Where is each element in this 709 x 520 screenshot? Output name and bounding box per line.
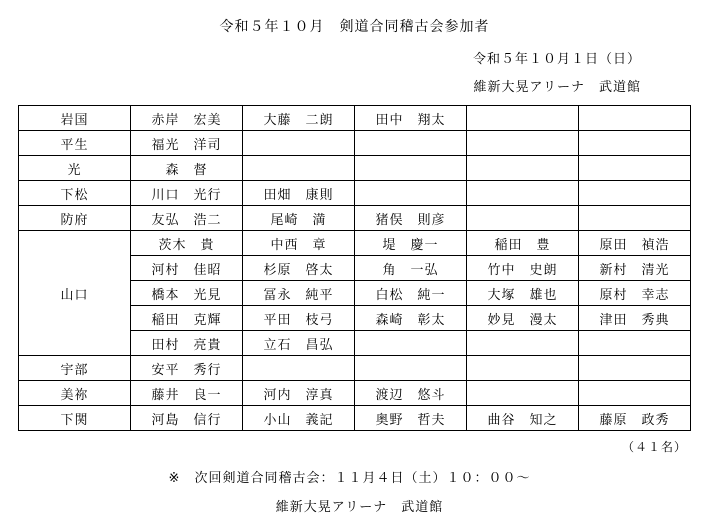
member-cell: 大塚 雄也 bbox=[467, 281, 579, 306]
table-row bbox=[19, 181, 691, 206]
member-cell: 河内 淳真 bbox=[243, 381, 355, 406]
member-cell: 曲谷 知之 bbox=[467, 406, 579, 431]
member-cell: 妙見 漫太 bbox=[467, 306, 579, 331]
member-cell bbox=[467, 181, 579, 206]
member-cell bbox=[243, 131, 355, 156]
member-cell: 安平 秀行 bbox=[131, 356, 243, 381]
table-row bbox=[19, 206, 691, 231]
event-date: 令和５年１０月１日（日） bbox=[472, 51, 641, 66]
member-cell bbox=[355, 356, 467, 381]
member-cell bbox=[355, 181, 467, 206]
member-cell: 尾崎 満 bbox=[243, 206, 355, 231]
member-cell: 大藤 二朗 bbox=[243, 106, 355, 131]
member-cell: 茨木 貴 bbox=[131, 231, 243, 256]
member-cell: 藤原 政秀 bbox=[579, 406, 691, 431]
member-cell: 杉原 啓太 bbox=[243, 256, 355, 281]
member-cell bbox=[467, 356, 579, 381]
member-cell: 原田 禎浩 bbox=[579, 231, 691, 256]
table-row bbox=[19, 381, 691, 406]
member-cell: 原村 幸志 bbox=[579, 281, 691, 306]
table-row bbox=[19, 406, 691, 431]
member-cell bbox=[355, 156, 467, 181]
member-cell bbox=[579, 356, 691, 381]
document-page bbox=[0, 16, 709, 520]
member-cell bbox=[579, 206, 691, 231]
region-cell: 平生 bbox=[19, 131, 131, 156]
member-cell: 田中 翔太 bbox=[355, 106, 467, 131]
member-cell bbox=[467, 106, 579, 131]
member-cell: 立石 昌弘 bbox=[243, 331, 355, 356]
member-cell: 藤井 良一 bbox=[131, 381, 243, 406]
member-cell: 橋本 光見 bbox=[131, 281, 243, 306]
member-cell: 冨永 純平 bbox=[243, 281, 355, 306]
region-cell: 光 bbox=[19, 156, 131, 181]
member-cell bbox=[467, 381, 579, 406]
member-cell: 小山 義記 bbox=[243, 406, 355, 431]
member-cell: 河島 信行 bbox=[131, 406, 243, 431]
member-cell bbox=[579, 156, 691, 181]
member-cell: 友弘 浩二 bbox=[131, 206, 243, 231]
page-title: 令和５年１０月 剣道合同稽古会参加者 bbox=[219, 18, 490, 34]
member-cell: 渡辺 悠斗 bbox=[355, 381, 467, 406]
member-cell bbox=[467, 206, 579, 231]
member-cell bbox=[467, 156, 579, 181]
member-cell: 稲田 豊 bbox=[467, 231, 579, 256]
next-session-venue: 維新大晃アリーナ 武道館 bbox=[275, 499, 444, 514]
region-cell: 下関 bbox=[19, 406, 131, 431]
member-cell: 平田 枝弓 bbox=[243, 306, 355, 331]
member-cell bbox=[579, 181, 691, 206]
region-cell: 防府 bbox=[19, 206, 131, 231]
region-cell: 美祢 bbox=[19, 381, 131, 406]
participant-count: （４１名） bbox=[621, 440, 687, 454]
member-cell bbox=[243, 356, 355, 381]
member-cell: 奥野 哲夫 bbox=[355, 406, 467, 431]
member-cell: 白松 純一 bbox=[355, 281, 467, 306]
member-cell: 河村 佳昭 bbox=[131, 256, 243, 281]
member-cell: 田村 亮貴 bbox=[131, 331, 243, 356]
member-cell: 中西 章 bbox=[243, 231, 355, 256]
table-row bbox=[19, 106, 691, 131]
member-cell: 猪俣 則彦 bbox=[355, 206, 467, 231]
table-row bbox=[19, 356, 691, 381]
member-cell bbox=[579, 131, 691, 156]
member-cell: 川口 光行 bbox=[131, 181, 243, 206]
member-cell: 角 一弘 bbox=[355, 256, 467, 281]
member-cell bbox=[579, 381, 691, 406]
member-cell: 稲田 克輝 bbox=[131, 306, 243, 331]
member-cell: 堤 慶一 bbox=[355, 231, 467, 256]
member-cell bbox=[467, 131, 579, 156]
table-row bbox=[19, 156, 691, 181]
member-cell bbox=[355, 331, 467, 356]
member-cell: 赤岸 宏美 bbox=[131, 106, 243, 131]
next-session-note: ※ 次回剣道合同稽古会：１１月４日（土）１０：００～ bbox=[168, 470, 531, 485]
member-cell bbox=[579, 106, 691, 131]
participants-table bbox=[18, 105, 691, 431]
region-cell: 山口 bbox=[19, 231, 131, 356]
region-cell: 宇部 bbox=[19, 356, 131, 381]
region-cell: 岩国 bbox=[19, 106, 131, 131]
member-cell bbox=[467, 331, 579, 356]
member-cell: 森 督 bbox=[131, 156, 243, 181]
member-cell: 田畑 康則 bbox=[243, 181, 355, 206]
member-cell bbox=[355, 131, 467, 156]
member-cell: 新村 清光 bbox=[579, 256, 691, 281]
table-row bbox=[19, 231, 691, 256]
event-venue: 維新大晃アリーナ 武道館 bbox=[473, 79, 641, 94]
member-cell: 福光 洋司 bbox=[131, 131, 243, 156]
table-body bbox=[19, 106, 691, 431]
table-row bbox=[19, 131, 691, 156]
member-cell bbox=[243, 156, 355, 181]
member-cell: 森崎 彰太 bbox=[355, 306, 467, 331]
member-cell: 津田 秀典 bbox=[579, 306, 691, 331]
member-cell bbox=[579, 331, 691, 356]
member-cell: 竹中 史朗 bbox=[467, 256, 579, 281]
region-cell: 下松 bbox=[19, 181, 131, 206]
